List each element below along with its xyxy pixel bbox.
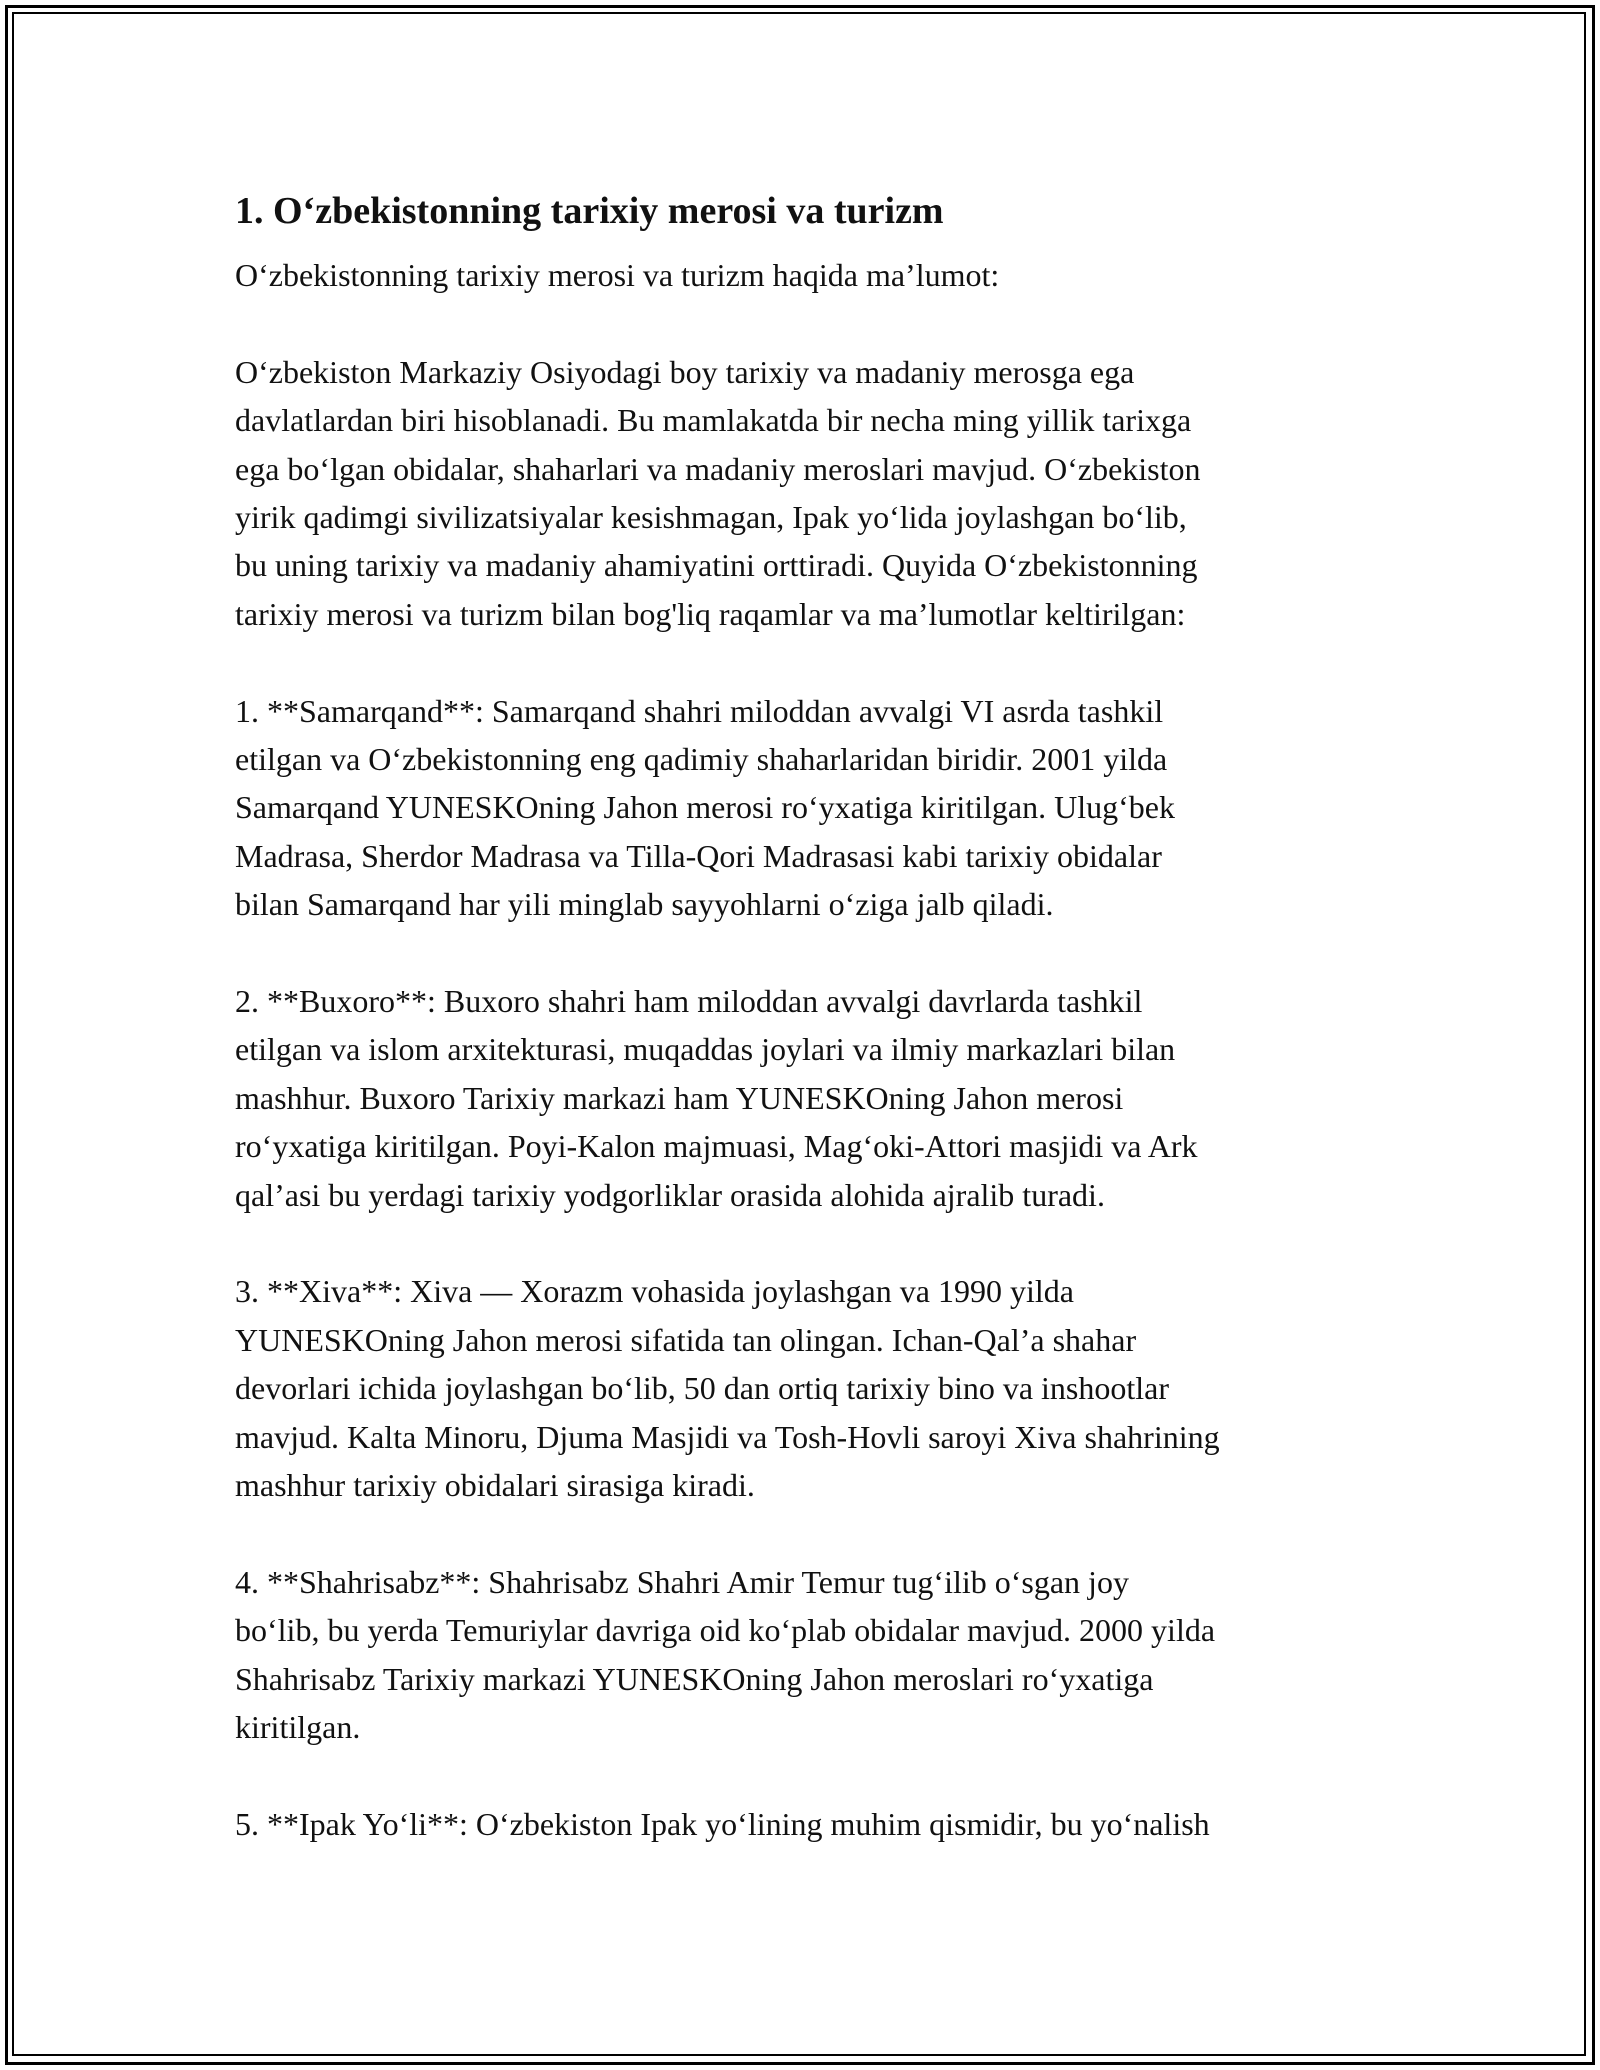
text-line: Shahrisabz Tarixiy markazi YUNESKOning Jahon meroslari ro‘yxatiga: [235, 1660, 1154, 1697]
text-line: bilan Samarqand har yili minglab sayyohlarni o‘ziga jalb qiladi.: [235, 886, 1054, 923]
text-line: bo‘lib, bu yerda Temuriylar davriga oid ko‘plab obidalar mavjud. 2000 yilda: [235, 1612, 1216, 1649]
text-line: mashhur tarixiy obidalari sirasiga kiradi.: [235, 1467, 755, 1504]
intro-paragraph: [235, 251, 1390, 299]
overview-paragraph: [235, 348, 1390, 638]
text-line: ega bo‘lgan obidalar, shaharlari va madaniy meroslari mavjud. O‘zbekiston: [235, 450, 1201, 487]
text-line: Samarqand YUNESKOning Jahon merosi ro‘yxatiga kiritilgan. Ulug‘bek: [235, 789, 1175, 826]
text-line: davlatlardan biri hisoblanadi. Bu mamlakatda bir necha ming yillik tarixga: [235, 402, 1192, 439]
text-line: O‘zbekistonning tarixiy merosi va turizm haqida ma’lumot:: [235, 257, 1000, 293]
text-line: O‘zbekiston Markaziy Osiyodagi boy tarixiy va madaniy merosga ega: [235, 353, 1135, 390]
list-item-shahrisabz: [235, 1558, 1390, 1752]
list-item-buxoro: [235, 977, 1390, 1219]
list-item-samarqand: [235, 687, 1390, 929]
text-line: 2. **Buxoro**: Buxoro shahri ham miloddan avvalgi davrlarda tashkil: [235, 983, 1143, 1020]
section-heading: 1. O‘zbekistonning tarixiy merosi va turizm: [235, 190, 944, 232]
text-line: qal’asi bu yerdagi tarixiy yodgorliklar orasida alohida ajralib turadi.: [235, 1176, 1105, 1213]
list-item-ipak-yoli: [235, 1800, 1390, 1848]
text-line: YUNESKOning Jahon merosi sifatida tan olingan. Ichan-Qal’a shahar: [235, 1321, 1137, 1358]
text-line: yirik qadimgi sivilizatsiyalar kesishmagan, Ipak yo‘lida joylashgan bo‘lib,: [235, 499, 1187, 536]
text-line: 4. **Shahrisabz**: Shahrisabz Shahri Amir Temur tug‘ilib o‘sgan joy: [235, 1563, 1129, 1600]
list-item-xiva: [235, 1267, 1390, 1509]
text-line: mavjud. Kalta Minoru, Djuma Masjidi va Tosh-Hovli saroyi Xiva shahrining: [235, 1418, 1220, 1455]
text-line: etilgan va O‘zbekistonning eng qadimiy shaharlaridan biridir. 2001 yilda: [235, 741, 1168, 778]
text-line: 1. **Samarqand**: Samarqand shahri miloddan avvalgi VI asrda tashkil: [235, 692, 1164, 729]
text-line: tarixiy merosi va turizm bilan bog'liq raqamlar va ma’lumotlar keltirilgan:: [235, 595, 1186, 632]
text-line: etilgan va islom arxitekturasi, muqaddas joylari va ilmiy markazlari bilan: [235, 1031, 1176, 1068]
text-line: bu uning tarixiy va madaniy ahamiyatini orttiradi. Quyida O‘zbekistonning: [235, 547, 1198, 584]
text-line: devorlari ichida joylashgan bo‘lib, 50 dan ortiq tarixiy bino va inshootlar: [235, 1370, 1170, 1407]
text-line: mashhur. Buxoro Tarixiy markazi ham YUNESKOning Jahon merosi: [235, 1079, 1124, 1116]
document-body: [235, 185, 1390, 1897]
text-line: 5. **Ipak Yo‘li**: O‘zbekiston Ipak yo‘lining muhim qismidir, bu yo‘nalish: [235, 1805, 1210, 1842]
text-line: 3. **Xiva**: Xiva — Xorazm vohasida joylashgan va 1990 yilda: [235, 1273, 1074, 1310]
text-line: kiritilgan.: [235, 1709, 361, 1746]
text-line: ro‘yxatiga kiritilgan. Poyi-Kalon majmuasi, Mag‘oki-Attori masjidi va Ark: [235, 1128, 1198, 1165]
text-line: Madrasa, Sherdor Madrasa va Tilla-Qori Madrasasi kabi tarixiy obidalar: [235, 837, 1162, 874]
